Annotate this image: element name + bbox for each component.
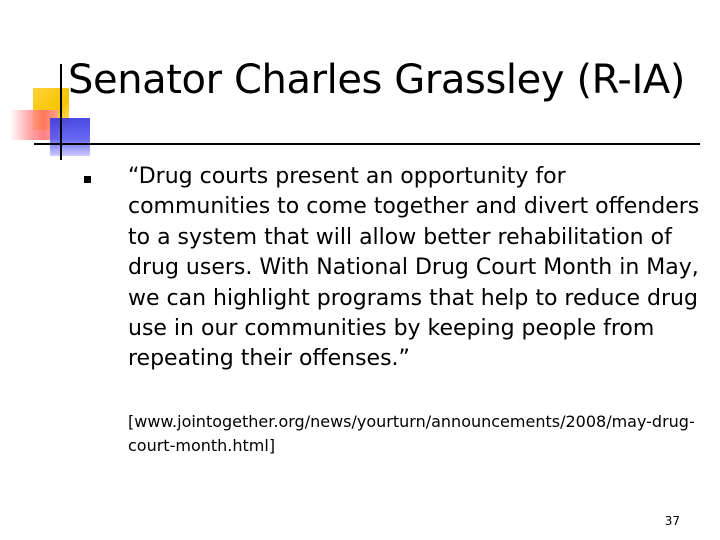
page-number: 37 [664,514,680,528]
vertical-rule [60,64,62,160]
blue-square-decoration [50,118,90,156]
horizontal-rule [34,143,700,145]
citation-text: [www.jointogether.org/news/yourturn/announcements/2008/may-drug-court-month.html] [128,412,695,455]
slide-title: Senator Charles Grassley (R-IA) [68,57,686,103]
square-bullet-icon [84,176,91,183]
quote-text: “Drug courts present an opportunity for communities to come together and divert offenders to a system that will allow better rehabilitation of drug users. With National Drug Court Month in May, we can highlight programs that help to reduce drug use in our communities by keeping people from repeating their offenses.” [128,164,700,372]
